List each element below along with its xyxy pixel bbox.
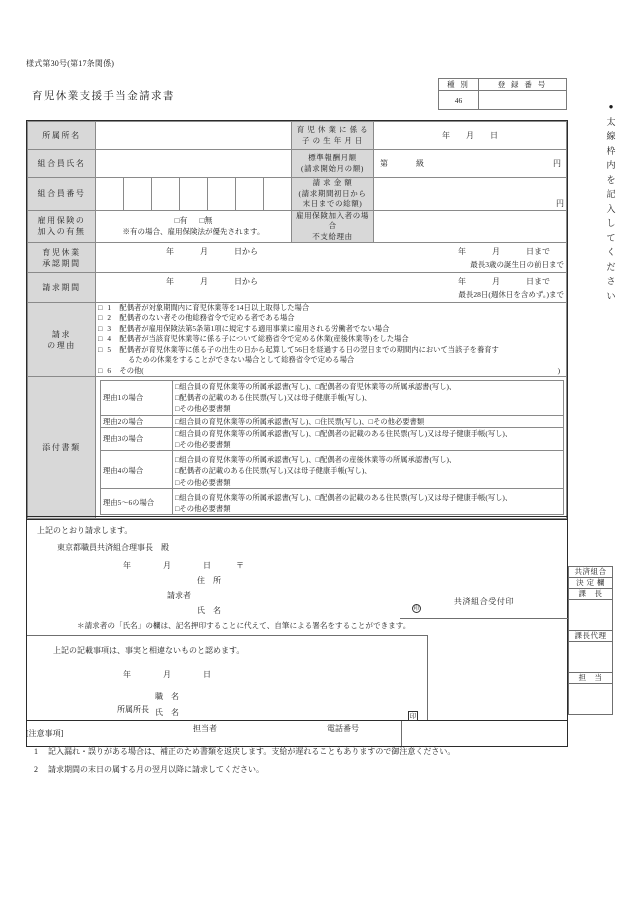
notes-section [26, 728, 586, 775]
checkbox-icon[interactable]: □ [98, 365, 103, 375]
attachment-line[interactable]: □その他必要書類 [175, 477, 231, 487]
attachments-label: 添付書類 [28, 377, 96, 519]
head-seal-mark: 印 [409, 713, 417, 720]
declaration-date-day[interactable]: 日 [203, 561, 211, 570]
member-number-digit[interactable] [264, 178, 292, 211]
claimant-name-label: 氏 名 [197, 606, 221, 615]
decision-title-line2: 決 定 欄 [569, 578, 613, 589]
claim-period-input[interactable]: 年 月 日から 年 月 日まで 最長28日(週休日を含めず。)まで [96, 273, 567, 303]
decision-slot-kachodairi[interactable] [569, 642, 613, 673]
attachment-row: 理由3の場合 □組合員の育児休業等の所属承認書(写し)、□配偶者の記載のある住民票(写し)又は母子健康手帳(写し)、 □その他必要書類 [101, 427, 564, 450]
member-number-digit[interactable] [152, 178, 180, 211]
reason-option-6[interactable]: □ 6 その他( ) [98, 366, 564, 376]
checkbox-icon[interactable]: □ [98, 323, 103, 333]
registration-number-header: 登 録 番 号 [479, 79, 567, 91]
nonpayment-reason-label: 雇用保険加入者の場合 不支給理由 [292, 210, 374, 243]
head-name-label: 氏 名 [155, 708, 179, 717]
reason-option-2[interactable]: □ 2 配偶者のない者その他総務省令で定める者である場合 [98, 313, 295, 323]
insurance-yes-checkbox[interactable]: □有 [174, 216, 188, 226]
reason-option-4[interactable]: □ 4 配偶者が当該育児休業等に係る子について総務省令で定める休業(産後休業等)をした場合 [98, 334, 409, 344]
leave-period-label: 育児休業 承認期間 [28, 243, 96, 273]
kind-value[interactable]: 46 [439, 91, 479, 110]
receipt-stamp-area [400, 596, 568, 618]
postal-code-mark: 〒 [236, 561, 244, 570]
vertical-instruction-note: ● 太 線 枠 内 を 記 入 し て く だ さ い [600, 100, 622, 303]
attachment-line[interactable]: □組合員の育児休業等の所属承認書(写し)、□配偶者の記載のある住民票(写し)又は母子健康手帳(写し)、 [175, 428, 513, 438]
certification-date-month[interactable]: 月 [163, 670, 171, 679]
decision-column [568, 566, 613, 715]
note-item: 1 記入漏れ・誤りがある場合は、補正のため書類を返戻します。支給が遅れることもありますので御注意ください。 [34, 747, 456, 756]
checkbox-icon[interactable]: □ [98, 313, 103, 323]
employment-insurance-choice[interactable] [96, 210, 292, 243]
declaration-date-year[interactable]: 年 [123, 561, 131, 570]
decision-title-line1: 共済組合 [569, 567, 613, 578]
reason-other-close-paren: ) [557, 365, 560, 375]
member-number-digit[interactable] [236, 178, 264, 211]
decision-role-kachodairi: 課長代理 [569, 631, 613, 642]
insurance-note: ※有の場合、雇用保険法が優先されます。 [122, 227, 265, 237]
declaration-date-month[interactable]: 月 [163, 561, 171, 570]
page-title: 育児休業支援手当金請求書 [32, 91, 175, 102]
reason-option-1[interactable]: □ 1 配偶者が対象期間内に育児休業等を14日以上取得した場合 [98, 303, 310, 313]
claimant-label: 請求者 [167, 591, 191, 600]
position-label: 職 名 [155, 692, 179, 701]
insurance-no-checkbox[interactable]: □無 [199, 216, 213, 226]
member-name-label: 組合員氏名 [28, 150, 96, 178]
office-name-label: 所属所名 [28, 122, 96, 150]
registration-number-value[interactable] [479, 91, 567, 110]
decision-slot-kacho[interactable] [569, 600, 613, 631]
attachment-line[interactable]: □配偶者の記載のある住民票(写し)又は母子健康手帳(写し)、 [175, 466, 372, 476]
leave-period-input[interactable]: 年 月 日から 年 月 日まで 最長3歳の誕生日の前日まで [96, 243, 567, 273]
bullet-icon: ● [608, 102, 614, 111]
reason-label: 請求 の理由 [28, 303, 96, 377]
kind-header: 種 別 [439, 79, 479, 91]
member-number-label: 組合員番号 [28, 178, 96, 211]
checkbox-icon[interactable]: □ [98, 303, 103, 313]
attachment-line[interactable]: □その他必要書類 [175, 504, 231, 514]
employment-insurance-label: 雇用保険の 加入の有無 [28, 210, 96, 243]
member-number-digit[interactable] [208, 178, 236, 211]
claimant-seal-mark: 印 [413, 606, 420, 612]
reason-option-3[interactable]: □ 3 配偶者が雇用保険法第5条第1項に規定する適用事業に雇用される労働者でない場合 [98, 323, 390, 333]
form-number: 様式第30号(第17条関係) [26, 59, 115, 68]
claim-period-label: 請求期間 [28, 273, 96, 303]
note-item: 2 請求期間の末日の属する月の翌月以降に請求してください。 [34, 765, 264, 774]
claim-period-note: 最長28日(週休日を含めず。)まで [458, 289, 564, 299]
attachment-line[interactable]: □組合員の育児休業等の所属承認書(写し)、□配偶者の記載のある住民票(写し)又は母子健康手帳(写し)、 [175, 492, 513, 502]
nonpayment-reason-input[interactable] [374, 210, 567, 243]
addressee: 東京都職員共済組合理事長 殿 [57, 543, 169, 552]
claim-amount-label: 請 求 金 額 (請求期間初日から 末日までの総額) [292, 178, 374, 211]
reason-options [96, 303, 567, 377]
attachment-line[interactable]: □組合員の育児休業等の所属承認書(写し)、□配偶者の産後休業等の所属承認書(写し)、 [175, 455, 457, 465]
phone-label: 電話番号 [327, 724, 359, 733]
attachment-line[interactable]: □その他必要書類 [175, 404, 231, 414]
decision-role-tanto: 担 当 [569, 673, 613, 684]
address-label: 住 所 [197, 576, 221, 585]
member-name-input[interactable] [96, 150, 292, 178]
handler-label: 担当者 [193, 724, 217, 733]
member-number-digit[interactable] [180, 178, 208, 211]
receipt-stamp-label: 共済組合受付印 [453, 597, 515, 606]
attachments-content [96, 377, 567, 519]
registration-table [438, 78, 567, 110]
child-birthdate-label: 育 児 休 業 に 係 る 子 の 生 年 月 日 [292, 122, 374, 150]
certification-date-day[interactable]: 日 [203, 670, 211, 679]
attachment-line[interactable]: □組合員の育児休業等の所属承認書(写し)、□住民票(写し)、□その他必要書類 [175, 416, 425, 426]
reason-option-5-continued: るための休業をすることができない場合として総務省令で定める場合 [128, 355, 355, 365]
attachment-line[interactable]: □組合員の育児休業等の所属承認書(写し)、□配偶者の育児休業等の所属承認書(写し)、 [175, 382, 457, 391]
office-head-label: 所属所長 [117, 705, 149, 714]
office-name-input[interactable] [96, 122, 292, 150]
checkbox-icon[interactable]: □ [98, 334, 103, 344]
attachment-row: 理由4の場合 □組合員の育児休業等の所属承認書(写し)、□配偶者の産後休業等の所属承認書(写し)、 □配偶者の記載のある住民票(写し)又は母子健康手帳(写し)、 □その他必要書類 [101, 451, 564, 489]
main-form-table [26, 120, 568, 520]
attachment-row: 理由5～6の場合 □組合員の育児休業等の所属承認書(写し)、□配偶者の記載のある住民票(写し)又は母子健康手帳(写し)、 □その他必要書類 [101, 488, 564, 514]
checkbox-icon[interactable]: □ [98, 344, 103, 354]
claim-amount-input[interactable]: 円 [374, 178, 567, 211]
attachment-line[interactable]: □その他必要書類 [175, 440, 231, 450]
signature-note: ＊請求者の「氏名」の欄は、記名押印することに代えて、自筆による署名をすることができます。 [77, 621, 411, 630]
attachment-row: 理由1の場合 □組合員の育児休業等の所属承認書(写し)、□配偶者の育児休業等の所属承認書(写し)、 □配偶者の記載のある住民票(写し)又は母子健康手帳(写し)、 □その他必要書類 [101, 381, 564, 416]
standard-pay-input[interactable]: 第 級 円 [374, 150, 567, 178]
certification-date-year[interactable]: 年 [123, 670, 131, 679]
decision-slot-tanto[interactable] [569, 684, 613, 715]
standard-pay-label: 標準報酬月額 (請求開始月の額) [292, 150, 374, 178]
decision-role-kacho: 課 長 [569, 589, 613, 600]
leave-period-note: 最長3歳の誕生日の前日まで [470, 259, 564, 269]
certification-statement: 上記の記載事項は、事実と相違ないものと認めます。 [53, 646, 245, 655]
child-birthdate-input[interactable]: 年 月 日 [374, 122, 567, 150]
member-number-digit[interactable] [124, 178, 152, 211]
attachment-line[interactable]: □配偶者の記載のある住民票(写し)又は母子健康手帳(写し)、 [175, 393, 372, 403]
member-number-digit[interactable] [96, 178, 124, 211]
attachment-row: 理由2の場合 □組合員の育児休業等の所属承認書(写し)、□住民票(写し)、□その他必要書類 [101, 415, 564, 427]
reason-option-5[interactable]: □ 5 配偶者が育児休業等に係る子の出生の日から起算して56日を経過する日の翌日までの期間内において当該子を養育す [98, 344, 499, 354]
claim-statement: 上記のとおり請求します。 [37, 526, 133, 535]
notes-title: [注意事項] [26, 729, 64, 738]
